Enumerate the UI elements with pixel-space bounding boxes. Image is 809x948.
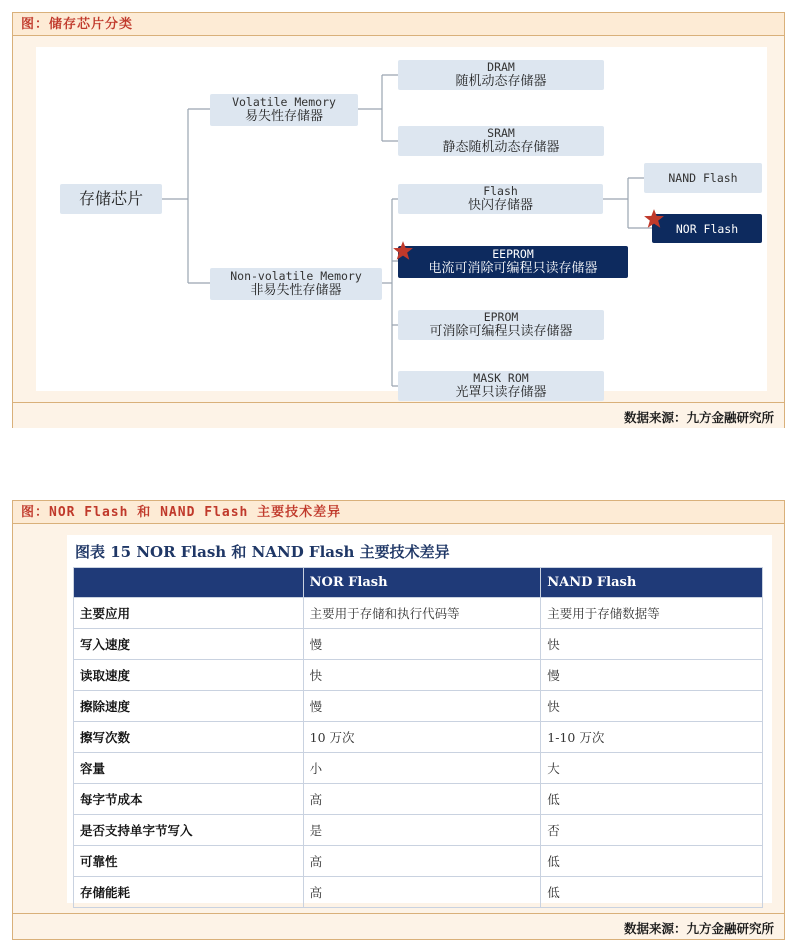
node-nor-flash	[652, 214, 762, 243]
nonvolatile-zh-label: 非易失性存储器	[250, 283, 342, 298]
eprom-zh-label: 可消除可编程只读存储器	[429, 324, 573, 339]
star-icon-eeprom	[392, 240, 414, 262]
table-header-row	[74, 568, 763, 598]
row-label: 每字节成本	[74, 784, 304, 815]
table-row	[74, 846, 763, 877]
comparison-table	[73, 567, 763, 908]
node-flash	[398, 184, 603, 214]
nonvolatile-en-label: Non-volatile Memory	[230, 269, 362, 283]
table-row	[74, 784, 763, 815]
maskrom-en-label: MASK ROM	[473, 371, 529, 385]
node-sram	[398, 126, 604, 156]
nor-cell: 小	[303, 753, 541, 784]
maskrom-zh-label: 光罩只读存储器	[455, 385, 547, 400]
row-label: 写入速度	[74, 629, 304, 660]
nor-cell: 是	[303, 815, 541, 846]
nand-cell: 低	[541, 877, 763, 908]
eeprom-en-label: EEPROM	[492, 247, 534, 261]
row-label: 读取速度	[74, 660, 304, 691]
comparison-table-wrap	[67, 535, 772, 903]
nor-cell: 高	[303, 877, 541, 908]
row-label: 可靠性	[74, 846, 304, 877]
nand-en-label: NAND Flash	[668, 171, 738, 185]
row-label: 擦写次数	[74, 722, 304, 753]
table-row	[74, 815, 763, 846]
node-nand-flash	[644, 163, 762, 193]
row-label: 是否支持单字节写入	[74, 815, 304, 846]
source-text: 数据来源：九方金融研究所	[623, 921, 774, 936]
nand-cell: 快	[541, 629, 763, 660]
nor-cell: 高	[303, 784, 541, 815]
table-row	[74, 629, 763, 660]
node-mask-rom	[398, 371, 604, 401]
nor-cell: 高	[303, 846, 541, 877]
nor-cell: 10 万次	[303, 722, 541, 753]
table-title: 图表 15 NOR Flash 和 NAND Flash 主要技术差异	[75, 543, 450, 561]
volatile-en-label: Volatile Memory	[232, 95, 336, 109]
table-row	[74, 877, 763, 908]
node-eeprom	[398, 246, 628, 278]
star-icon-nor	[643, 208, 665, 230]
nor-en-label: NOR Flash	[675, 221, 739, 236]
table-row	[74, 753, 763, 784]
node-volatile-memory	[210, 94, 358, 126]
node-dram	[398, 60, 604, 90]
table-row	[74, 691, 763, 722]
row-label: 擦除速度	[74, 691, 304, 722]
nand-cell: 主要用于存储数据等	[541, 598, 763, 629]
header-cell	[74, 568, 304, 598]
dram-zh-label: 随机动态存储器	[455, 74, 547, 89]
row-label: 存储能耗	[74, 877, 304, 908]
table-row	[74, 722, 763, 753]
root-label: 存储芯片	[78, 189, 143, 208]
sram-zh-label: 静态随机动态存储器	[442, 140, 560, 155]
dram-en-label: DRAM	[487, 60, 515, 74]
panel-title: 图：储存芯片分类	[13, 13, 784, 36]
node-eprom	[398, 310, 604, 340]
flash-zh-label: 快闪存储器	[467, 198, 533, 213]
source-bar	[13, 402, 784, 428]
header-cell: NOR Flash	[303, 568, 541, 598]
row-label: 容量	[74, 753, 304, 784]
nor-nand-panel	[12, 500, 785, 940]
nand-cell: 1-10 万次	[541, 722, 763, 753]
nor-cell: 慢	[303, 629, 541, 660]
nand-cell: 低	[541, 784, 763, 815]
root-node-storage-chip	[60, 184, 162, 214]
eprom-en-label: EPROM	[483, 310, 519, 324]
sram-en-label: SRAM	[487, 126, 515, 140]
row-label: 主要应用	[74, 598, 304, 629]
storage-classification-diagram	[36, 47, 767, 400]
nand-cell: 慢	[541, 660, 763, 691]
nor-cell: 快	[303, 660, 541, 691]
nand-cell: 低	[541, 846, 763, 877]
table-row	[74, 598, 763, 629]
header-cell: NAND Flash	[541, 568, 763, 598]
nand-cell: 快	[541, 691, 763, 722]
node-non-volatile-memory	[210, 268, 382, 300]
nand-cell: 否	[541, 815, 763, 846]
source-bar	[13, 913, 784, 939]
source-text: 数据来源：九方金融研究所	[623, 410, 774, 425]
eeprom-zh-label: 电流可消除可编程只读存储器	[428, 261, 598, 276]
volatile-zh-label: 易失性存储器	[244, 109, 323, 124]
nor-cell: 慢	[303, 691, 541, 722]
table-row	[74, 660, 763, 691]
nor-cell: 主要用于存储和执行代码等	[303, 598, 541, 629]
storage-chip-panel	[12, 12, 785, 428]
flash-en-label: Flash	[483, 184, 518, 198]
panel-title: 图：NOR Flash 和 NAND Flash 主要技术差异	[13, 501, 784, 524]
nand-cell: 大	[541, 753, 763, 784]
